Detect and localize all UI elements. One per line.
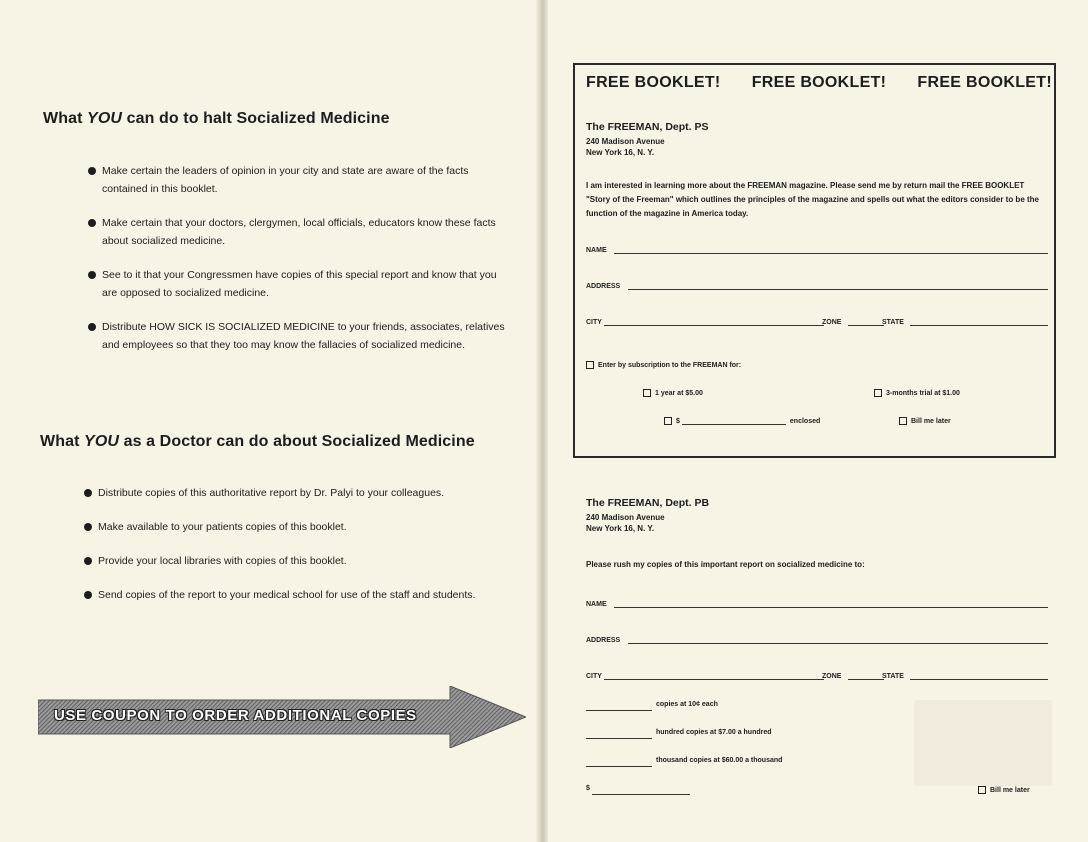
city-zone-state-field[interactable]: CITY ZONE STATE [586, 314, 1048, 328]
rush-copies-text: Please rush my copies of this important report on socialized medicine to: [586, 560, 865, 569]
bill-later-checkbox[interactable]: Bill me later [899, 417, 951, 425]
heading-doctor-actions: What YOU as a Doctor can do about Socialized Medicine [40, 433, 475, 450]
list-item: Distribute HOW SICK IS SOCIALIZED MEDICINE to your friends, associates, relatives and employees so that they too may know the fallacies of socialized medicine. [88, 318, 506, 354]
name-field[interactable]: NAME [586, 242, 1048, 256]
subscription-checkbox[interactable]: Enter by subscription to the FREEMAN for: [586, 361, 741, 369]
list-item: Send copies of the report to your medical school for use of the staff and students. [84, 586, 504, 604]
coupon-request-paragraph: I am interested in learning more about the FREEMAN magazine. Please send me by return mail the FREE BOOKLET "Story of the Freeman" which outlines the principles of the magazine and spells out what the editors consider to be the function of the magazine in America today. [586, 181, 1039, 218]
thousand-copies-label: thousand copies at $60.00 a thousand [656, 757, 783, 764]
list-item: Provide your local libraries with copies of this booklet. [84, 552, 504, 570]
org-address-ps: The FREEMAN, Dept. PS 240 Madison Avenue New York 16, N. Y. [586, 121, 709, 157]
trial-checkbox[interactable]: 3-months trial at $1.00 [874, 389, 960, 397]
list-item: Make available to your patients copies of this booklet. [84, 518, 504, 536]
action-list-doctors [84, 484, 504, 620]
hundred-quantity-line[interactable] [586, 738, 652, 739]
arrow-label: USE COUPON TO ORDER ADDITIONAL COPIES [54, 707, 417, 724]
list-item: Distribute copies of this authoritative report by Dr. Palyi to your colleagues. [84, 484, 504, 502]
list-item: Make certain the leaders of opinion in your city and state are aware of the facts contained in this booklet. [88, 162, 506, 198]
copies-each-label: copies at 10¢ each [656, 701, 718, 708]
dollar-label: $ [586, 785, 590, 792]
free-booklet-banner: FREE BOOKLET! FREE BOOKLET! FREE BOOKLET! [586, 74, 1052, 91]
amount-enclosed-checkbox[interactable]: $ enclosed [664, 417, 820, 425]
city-zone-state-field-2[interactable]: CITY ZONE STATE [586, 668, 1048, 682]
book-gutter [536, 0, 548, 842]
list-item: Make certain that your doctors, clergymen, local officials, educators know these facts about socialized medicine. [88, 214, 506, 250]
amount-line[interactable] [592, 794, 690, 795]
bill-later-checkbox-2[interactable]: Bill me later [978, 786, 1030, 794]
thousand-quantity-line[interactable] [586, 766, 652, 767]
coupon-arrow-banner [38, 686, 526, 748]
list-item: See to it that your Congressmen have copies of this special report and know that you are opposed to socialized medicine. [88, 266, 506, 302]
org-address-pb: The FREEMAN, Dept. PB 240 Madison Avenue New York 16, N. Y. [586, 497, 710, 533]
address-field-2[interactable]: ADDRESS [586, 632, 1048, 646]
address-field[interactable]: ADDRESS [586, 278, 1048, 292]
copies-quantity-line[interactable] [586, 710, 652, 711]
faint-background-stamp [914, 700, 1052, 786]
name-field-2[interactable]: NAME [586, 596, 1048, 610]
hundred-copies-label: hundred copies at $7.00 a hundred [656, 729, 772, 736]
one-year-checkbox[interactable]: 1 year at $5.00 [643, 389, 703, 397]
heading-halt-socialized-medicine: What YOU can do to halt Socialized Medicine [43, 110, 390, 127]
action-list-citizens [88, 162, 506, 370]
